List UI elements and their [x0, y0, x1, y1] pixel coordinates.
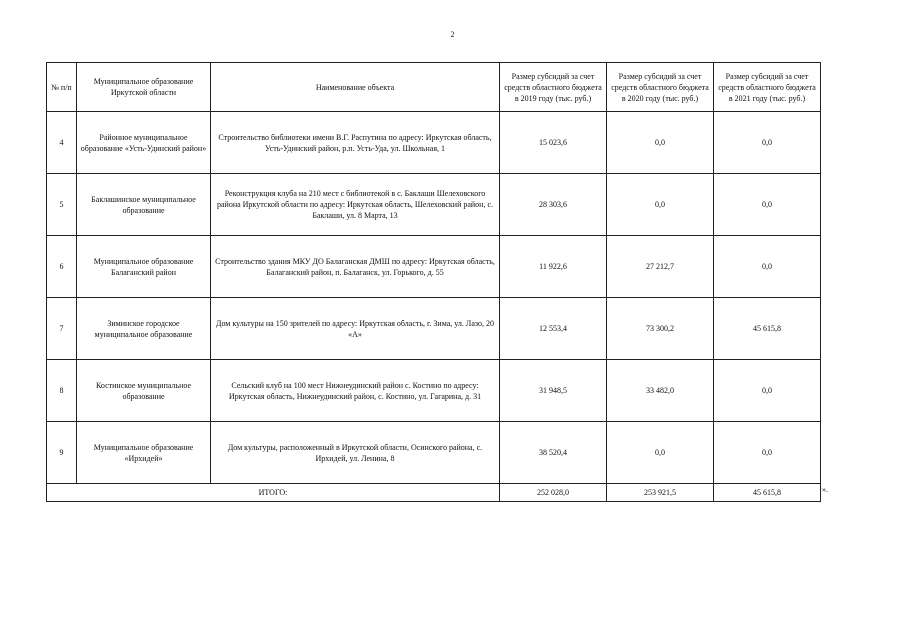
- subsidy-2021-cell: 0,0: [714, 236, 821, 298]
- subsidy-2019-cell: 38 520,4: [500, 422, 607, 484]
- subsidy-2020-cell: 0,0: [607, 112, 714, 174]
- table-row: [47, 174, 821, 236]
- object-name-cell: Дом культуры, расположенный в Иркутской области, Осинского района, с. Ирхидей, ул. Ленина, 8: [211, 422, 500, 484]
- header-subsidy-2019: Размер субсидий за счет средств областного бюджета в 2019 году (тыс. руб.): [500, 63, 607, 112]
- object-name-cell: Строительство здания МКУ ДО Балаганская ДМШ по адресу: Иркутская область, Балаганский район, п. Балаганск, ул. Горького, д. 55: [211, 236, 500, 298]
- subsidy-2020-cell: 0,0: [607, 422, 714, 484]
- municipality-cell: Муниципальное образование Балаганский район: [77, 236, 211, 298]
- page-number: 2: [450, 30, 455, 39]
- object-name-cell: Строительство библиотеки имени В.Г. Распутина по адресу: Иркутская область, Усть-Удинский район, р.п. Усть-Уда, ул. Школьная, 1: [211, 112, 500, 174]
- subsidy-2020-cell: 33 482,0: [607, 360, 714, 422]
- municipality-cell: Муниципальное образование «Ирхидей»: [77, 422, 211, 484]
- table-row: [47, 236, 821, 298]
- total-2021: 45 615,8: [714, 484, 821, 502]
- row-number: 8: [47, 360, 77, 422]
- closing-quote-mark: ».: [822, 485, 828, 494]
- header-number: № п/п: [47, 63, 77, 112]
- subsidy-2020-cell: 73 300,2: [607, 298, 714, 360]
- row-number: 7: [47, 298, 77, 360]
- table-row: [47, 112, 821, 174]
- table-header-row: [47, 63, 821, 112]
- total-label: ИТОГО:: [47, 484, 500, 502]
- object-name-cell: Реконструкция клуба на 210 мест с библиотекой в с. Баклаши Шелеховского района Иркутской области по адресу: Иркутская область, Шелеховский район, с. Баклаши, ул. 8 Марта, 13: [211, 174, 500, 236]
- header-subsidy-2021: Размер субсидий за счет средств областного бюджета в 2021 году (тыс. руб.): [714, 63, 821, 112]
- subsidy-2020-cell: 0,0: [607, 174, 714, 236]
- subsidy-2021-cell: 45 615,8: [714, 298, 821, 360]
- municipality-cell: Районное муниципальное образование «Усть-Удинский район»: [77, 112, 211, 174]
- total-2019: 252 028,0: [500, 484, 607, 502]
- total-row: [47, 484, 821, 502]
- row-number: 4: [47, 112, 77, 174]
- subsidy-2020-cell: 27 212,7: [607, 236, 714, 298]
- object-name-cell: Сельский клуб на 100 мест Нижнеудинский район с. Костино по адресу: Иркутская область, Нижнеудинский район, с. Костино, ул. Гагарина, д. 31: [211, 360, 500, 422]
- table-row: [47, 298, 821, 360]
- subsidy-2019-cell: 12 553,4: [500, 298, 607, 360]
- subsidy-2021-cell: 0,0: [714, 174, 821, 236]
- object-name-cell: Дом культуры на 150 зрителей по адресу: Иркутская область, г. Зима, ул. Лазо, 20 «А»: [211, 298, 500, 360]
- table-row: [47, 360, 821, 422]
- row-number: 5: [47, 174, 77, 236]
- subsidy-2019-cell: 11 922,6: [500, 236, 607, 298]
- subsidy-2021-cell: 0,0: [714, 112, 821, 174]
- subsidy-2019-cell: 28 303,6: [500, 174, 607, 236]
- row-number: 6: [47, 236, 77, 298]
- subsidy-2021-cell: 0,0: [714, 422, 821, 484]
- subsidy-2021-cell: 0,0: [714, 360, 821, 422]
- header-object-name: Наименование объекта: [211, 63, 500, 112]
- total-2020: 253 921,5: [607, 484, 714, 502]
- subsidy-2019-cell: 31 948,5: [500, 360, 607, 422]
- row-number: 9: [47, 422, 77, 484]
- subsidies-table: [46, 62, 821, 502]
- municipality-cell: Зиминское городское муниципальное образование: [77, 298, 211, 360]
- municipality-cell: Костинское муниципальное образование: [77, 360, 211, 422]
- municipality-cell: Баклашинское муниципальное образование: [77, 174, 211, 236]
- header-municipality: Муниципальное образование Иркутской области: [77, 63, 211, 112]
- table-row: [47, 422, 821, 484]
- subsidy-2019-cell: 15 023,6: [500, 112, 607, 174]
- header-subsidy-2020: Размер субсидий за счет средств областного бюджета в 2020 году (тыс. руб.): [607, 63, 714, 112]
